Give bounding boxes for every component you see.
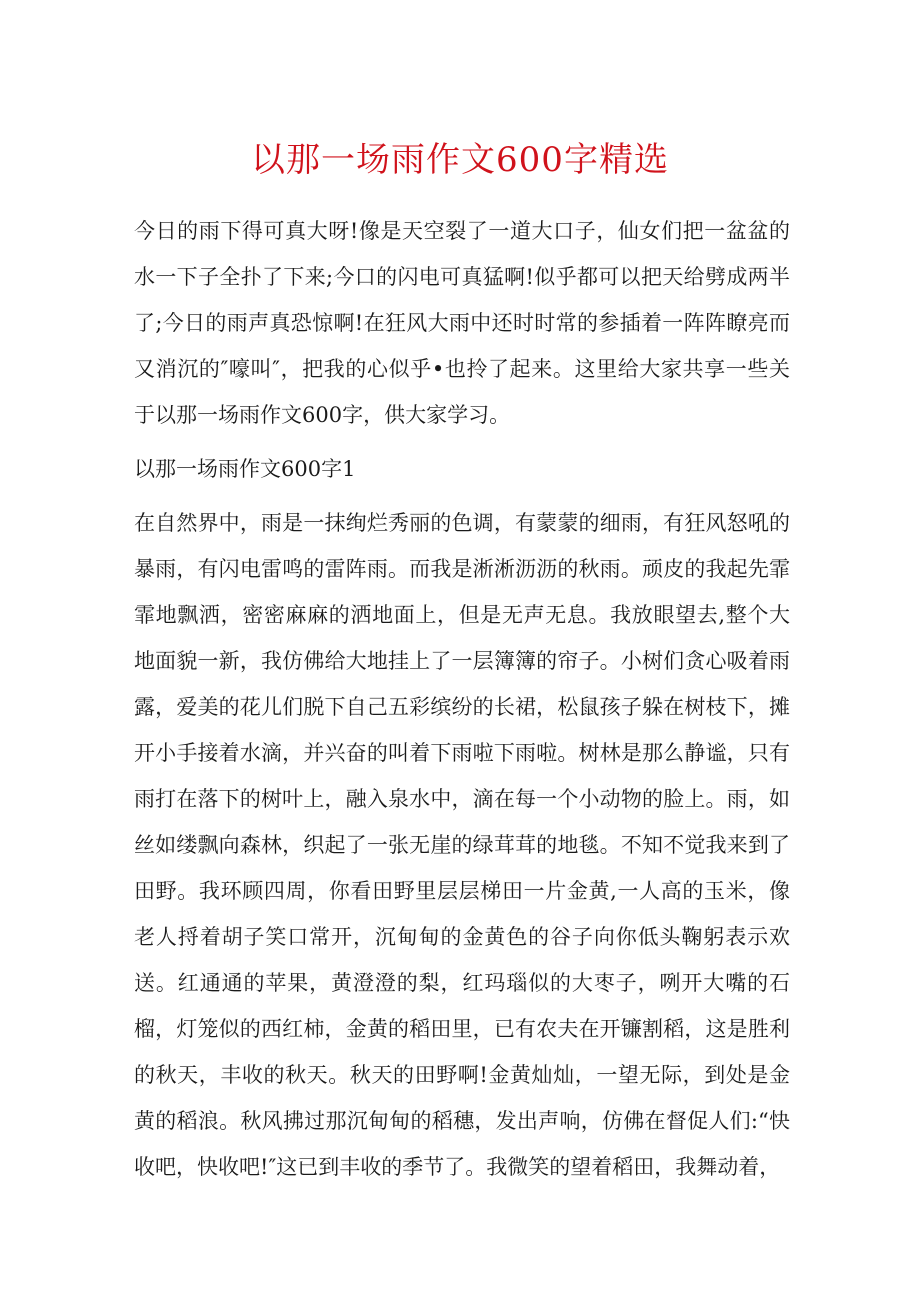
- document-title: 以那一场雨作文600字精选: [251, 140, 669, 180]
- document-body: [134, 208, 790, 1190]
- section-paragraph: 在自然界中，雨是一抹绚烂秀丽的色调，有蒙蒙的细雨，有狂风怒吼的暴雨，有闪电雷鸣的雷阵雨。而我是淅淅沥沥的秋雨。顽皮的我起先霏霏地飘洒，密密麻麻的洒地面上，但是无声无息。我放眼望去,整个大地面貌一新，我仿佛给大地挂上了一层簿簿的帘子。小树们贪心吸着雨露，爱美的花儿们脱下自己五彩缤纷的长裙，松鼠孩子躲在树枝下，摊开小手接着水滴，并兴奋的叫着下雨啦下雨啦。树林是那么静谧，只有雨打在落下的树叶上，融入泉水中，滴在每一个小动物的脸上。雨，如丝如缕飘向森林，织起了一张无崖的绿茸茸的地毯。不知不觉我来到了田野。我环顾四周，你看田野里层层梯田一片金黄,一人高的玉米，像老人捋着胡子笑口常开，沉甸甸的金黄色的谷子向你低头鞠躬表示欢送。红通通的苹果，黄澄澄的梨，红玛瑙似的大枣子，咧开大嘴的石榴，灯笼似的西红柿，金黄的稻田里，已有农夫在开镰割稻，这是胜利的秋天，丰收的秋天。秋天的田野啊!金黄灿灿，一望无际，到处是金黄的稻浪。秋风拂过那沉甸甸的稻穗，发出声响，仿佛在督促人们:“快收吧，快收吧!″这已到丰收的季节了。我微笑的望着稻田，我舞动着，: [134, 511, 790, 1179]
- section-heading: 以那一场雨作文600字1: [134, 457, 356, 481]
- intro-paragraph: 今日的雨下得可真大呀!像是天空裂了一道大口子，仙女们把一盆盆的水一下子全扑了下来;今口的闪电可真猛啊!似乎都可以把天给劈成两半了;今日的雨声真恐惊啊!在狂风大雨中还时时常的参插着一阵阵瞭亮而又消沉的″嚎叫″，把我的心似乎•也拎了起来。这里给大家共享一些关于以那一场雨作文600字，供大家学习。: [134, 219, 790, 427]
